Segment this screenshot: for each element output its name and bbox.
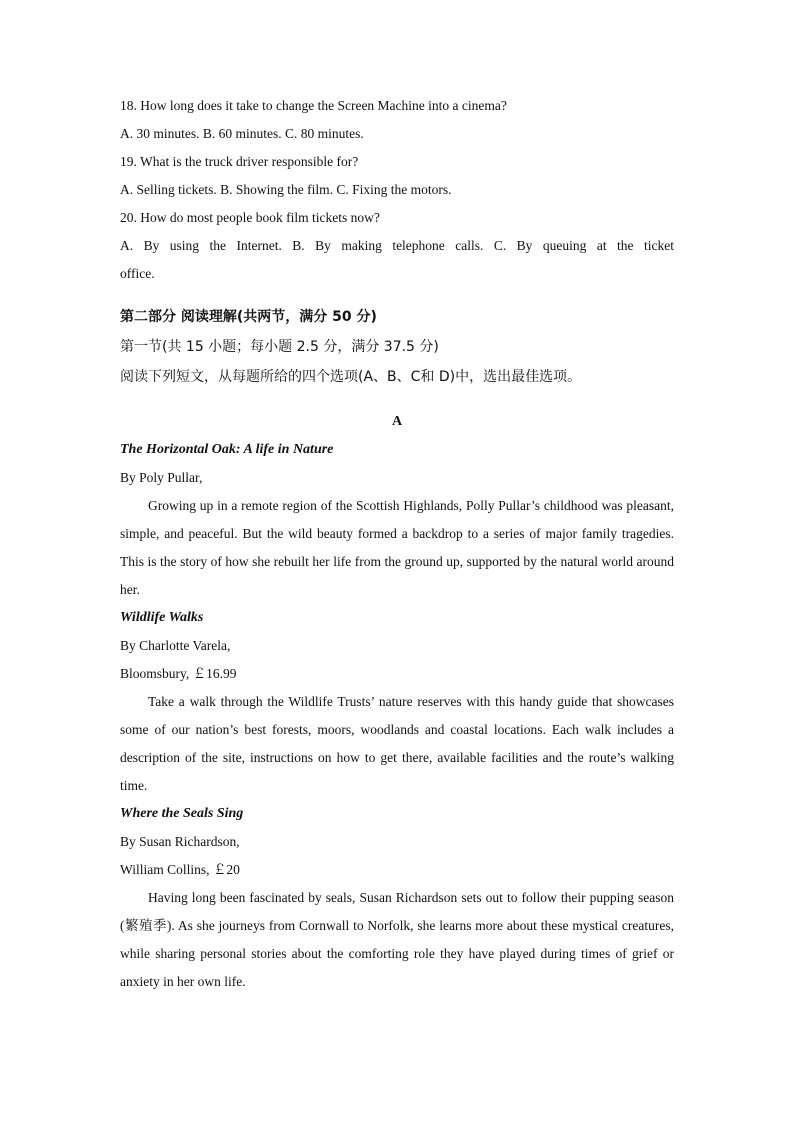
book-entry-2 (120, 604, 674, 800)
passage-label: A (391, 414, 403, 429)
question-options: A. 30 minutes. B. 60 minutes. C. 80 minutes. (120, 126, 364, 141)
book-author: By Poly Pullar, (120, 470, 203, 485)
section-instruction: 阅读下列短文，从每题所给的四个选项(A、B、C和 D)中，选出最佳选项。 (120, 369, 582, 385)
book-description: Take a walk through the Wildlife Trusts’ nature reserves with this handy guide that showcases some of our nation’s best forests, moors, woodlands and coastal locations. Each walk includes a description of the site, instructions on how to get there, available facilities and the route’s walking time. (120, 694, 674, 793)
question-20 (120, 204, 674, 288)
book-entry-3 (120, 800, 674, 996)
book-title: Where the Seals Sing (120, 806, 244, 821)
question-stem: 19. What is the truck driver responsible for? (120, 154, 359, 169)
book-title: Wildlife Walks (120, 610, 204, 625)
question-19 (120, 148, 674, 204)
book-author: By Charlotte Varela, (120, 638, 231, 653)
question-options: A. By using the Internet. B. By making telephone calls. C. By queuing at the ticket (120, 238, 674, 253)
section-header (120, 302, 674, 392)
question-stem: 18. How long does it take to change the Screen Machine into a cinema? (120, 98, 507, 113)
book-description: Growing up in a remote region of the Scottish Highlands, Polly Pullar’s childhood was pleasant, simple, and peaceful. But the wild beauty formed a backdrop to a series of major family tragedies. This is the story of how she rebuilt her life from the ground up, supported by the natural world around her. (120, 498, 674, 597)
section-heading: 第二部分 阅读理解(共两节，满分 50 分) (120, 309, 377, 325)
book-author: By Susan Richardson, (120, 834, 240, 849)
book-publisher: Bloomsbury, ￡16.99 (120, 666, 237, 681)
book-title: The Horizontal Oak: A life in Nature (120, 442, 334, 457)
section-subheading: 第一节(共 15 小题；每小题 2.5 分，满分 37.5 分) (120, 339, 439, 355)
question-options: A. Selling tickets. B. Showing the film. C. Fixing the motors. (120, 182, 452, 197)
question-18 (120, 92, 674, 148)
book-entry-1 (120, 436, 674, 604)
book-publisher: William Collins, ￡20 (120, 862, 240, 877)
question-stem: 20. How do most people book film tickets now? (120, 210, 380, 225)
question-options-continued: office. (120, 266, 155, 281)
document-page (120, 92, 674, 996)
book-description: Having long been fascinated by seals, Susan Richardson sets out to follow their pupping season (繁殖季). As she journeys from Cornwall to Norfolk, she learns more about these mystical creatures, while sharing personal stories about the comforting role they have played during times of grief or anxiety in her own life. (120, 890, 674, 989)
